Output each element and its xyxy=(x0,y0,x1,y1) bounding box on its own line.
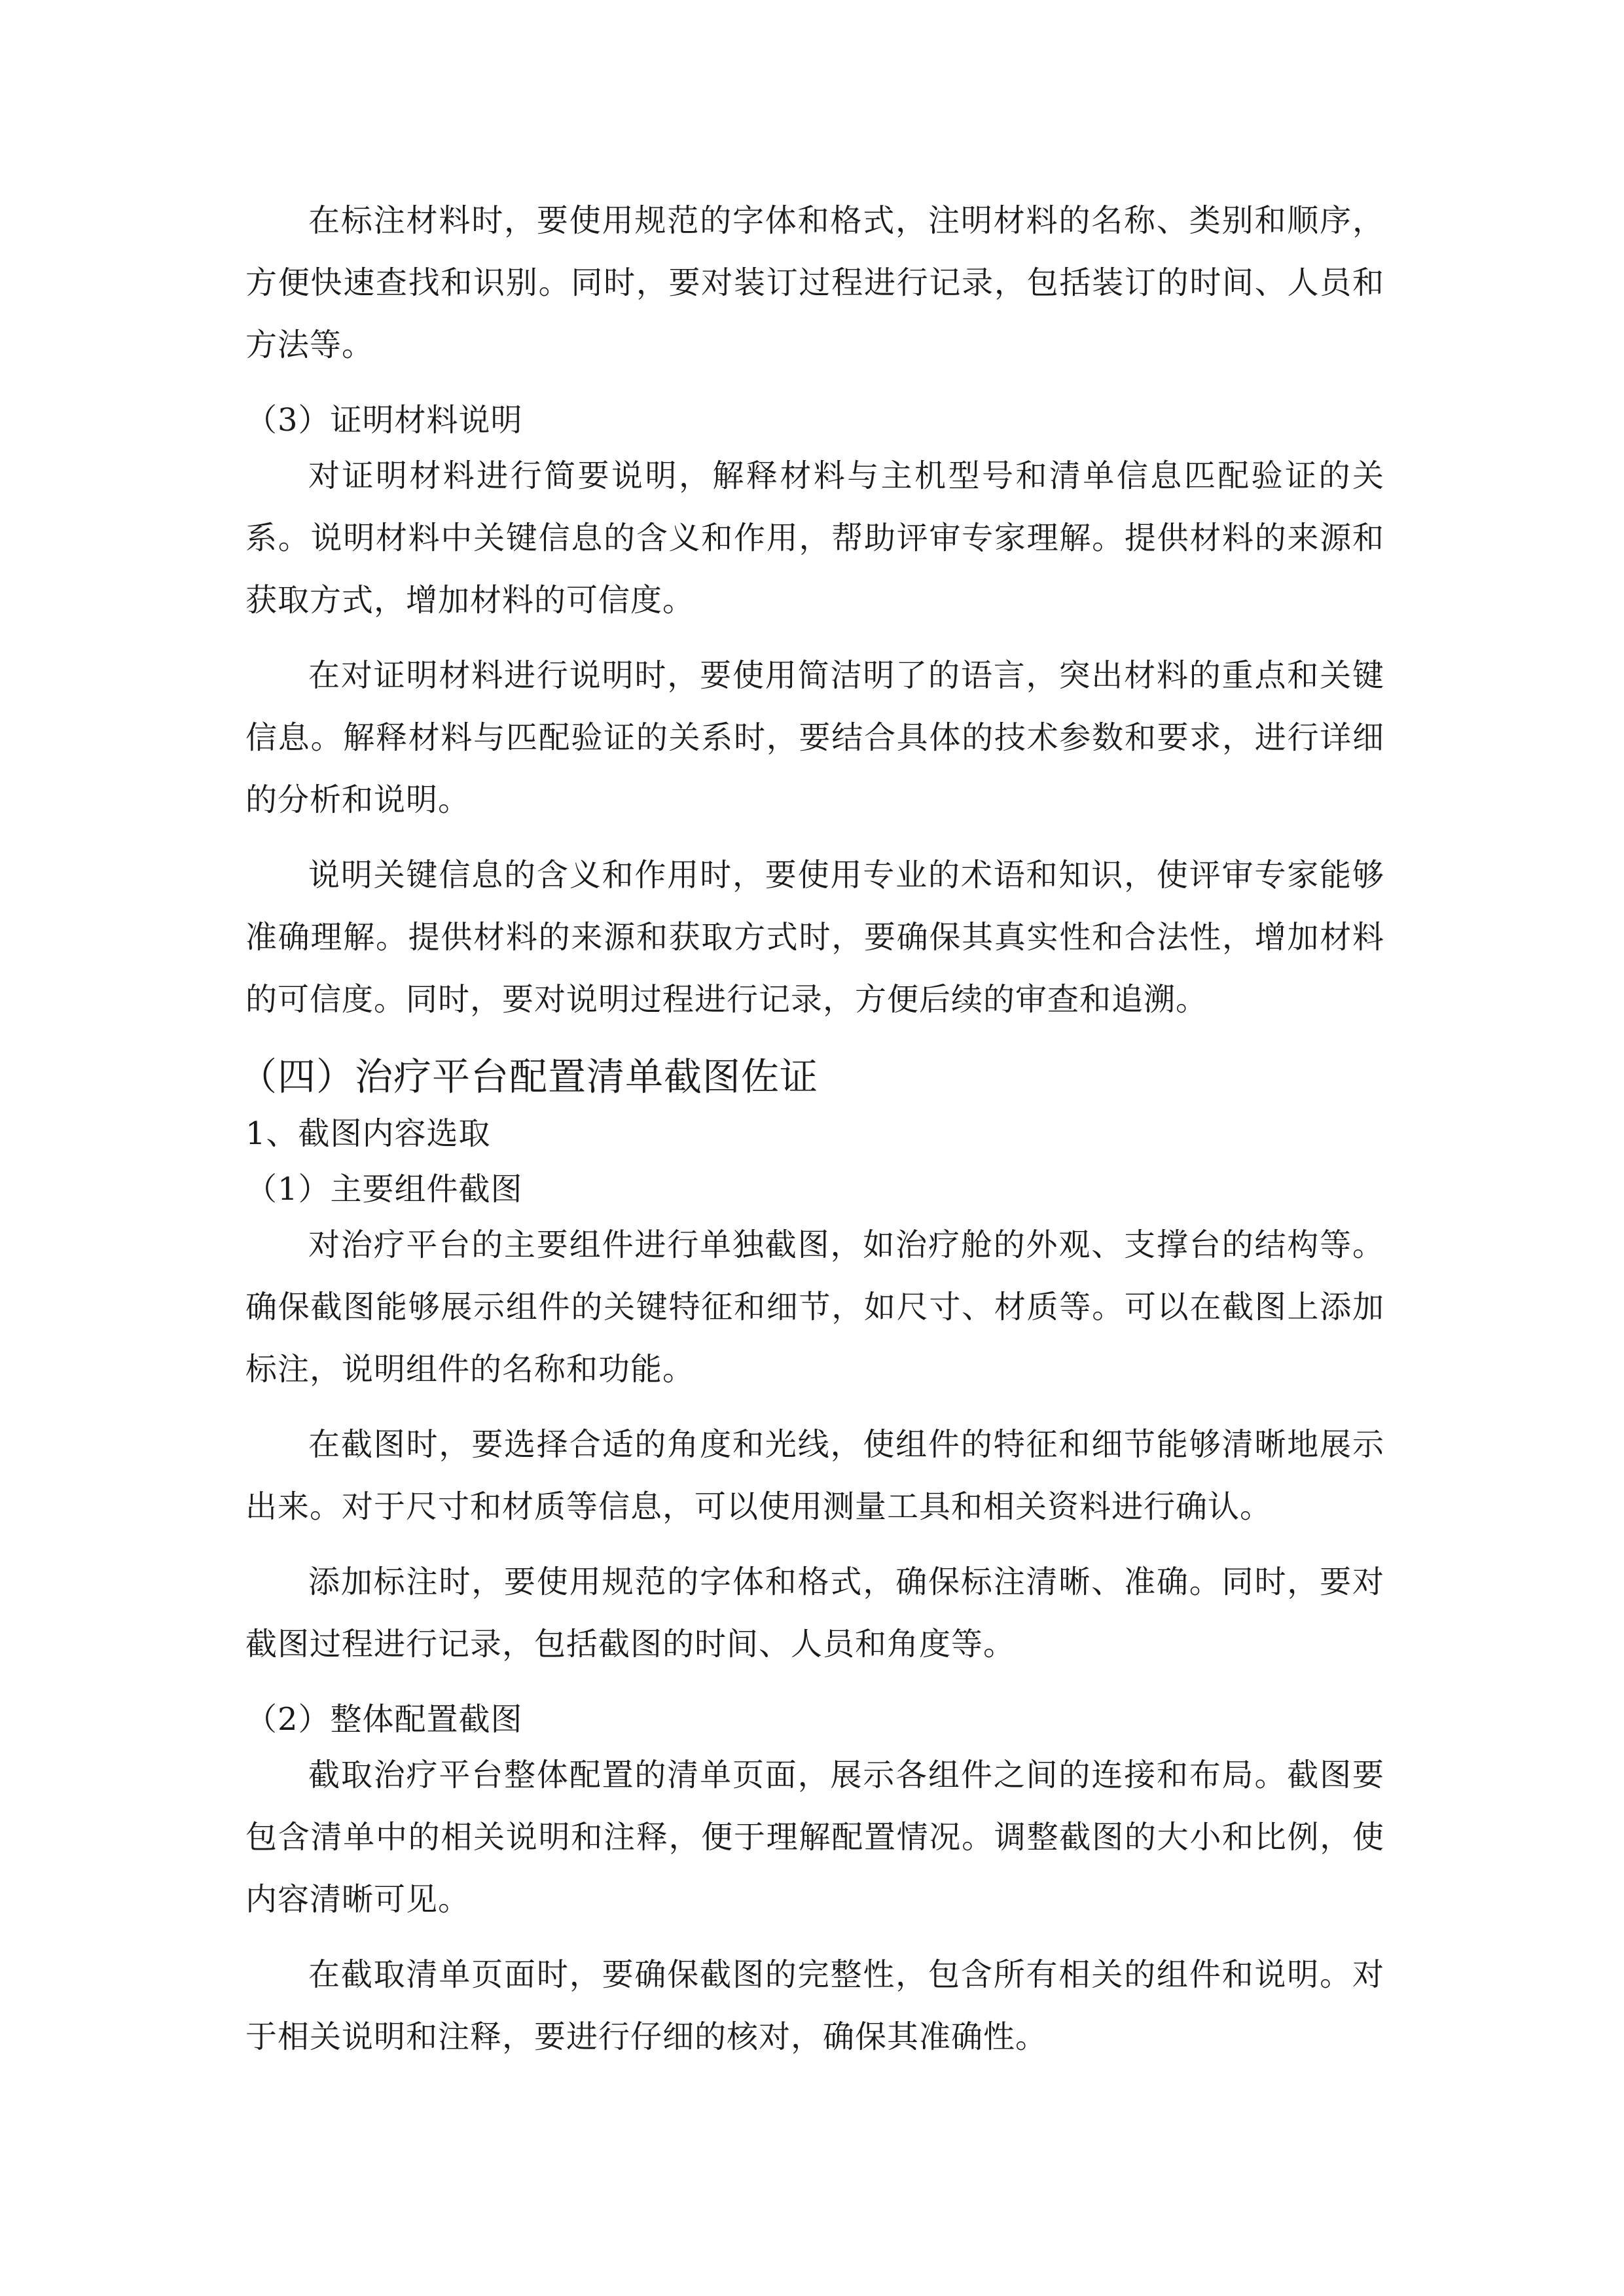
paragraph-add-annotation: 添加标注时，要使用规范的字体和格式，确保标注清晰、准确。同时，要对截图过程进行记录，包括截图的时间、人员和角度等。 xyxy=(245,1564,1384,1662)
paragraph-overall-config-intro: 截取治疗平台整体配置的清单页面，展示各组件之间的连接和布局。截图要包含清单中的相关说明和注释，便于理解配置情况。调整截图的大小和比例，使内容清晰可见。 xyxy=(245,1757,1384,1918)
section-title-screenshot-evidence: （四）治疗平台配置清单截图佐证 xyxy=(239,1054,819,1099)
paragraph-proof-explanation-intro: 对证明材料进行简要说明，解释材料与主机型号和清单信息匹配验证的关系。说明材料中关键信息的含义和作用，帮助评审专家理解。提供材料的来源和获取方式，增加材料的可信度。 xyxy=(245,457,1384,619)
paragraph-annotation-format: 在标注材料时，要使用规范的字体和格式，注明材料的名称、类别和顺序，方便快速查找和识别。同时，要对装订过程进行记录，包括装订的时间、人员和方法等。 xyxy=(245,202,1384,363)
paragraph-screenshot-completeness: 在截取清单页面时，要确保截图的完整性，包含所有相关的组件和说明。对于相关说明和注释，要进行仔细的核对，确保其准确性。 xyxy=(245,1956,1384,2055)
paragraph-key-info-meaning: 说明关键信息的含义和作用时，要使用专业的术语和知识，使评审专家能够准确理解。提供材料的来源和获取方式时，要确保其真实性和合法性，增加材料的可信度。同时，要对说明过程进行记录，方便后续的审查和追溯。 xyxy=(245,857,1384,1018)
document-body xyxy=(239,190,1384,2081)
paragraph-main-component-intro: 对治疗平台的主要组件进行单独截图，如治疗舱的外观、支撑台的结构等。确保截图能够展示组件的关键特征和细节，如尺寸、材质等。可以在截图上添加标注，说明组件的名称和功能。 xyxy=(245,1227,1384,1388)
subheading-main-component-screenshot: （1）主要组件截图 xyxy=(245,1171,523,1208)
paragraph-screenshot-angle: 在截图时，要选择合适的角度和光线，使组件的特征和细节能够清晰地展示出来。对于尺寸和材质等信息，可以使用测量工具和相关资料进行确认。 xyxy=(245,1426,1384,1525)
subheading-proof-material-explanation: （3）证明材料说明 xyxy=(245,402,523,439)
subheading-overall-config-screenshot: （2）整体配置截图 xyxy=(245,1701,523,1738)
subheading-screenshot-content: 1、截图内容选取 xyxy=(245,1115,491,1152)
paragraph-proof-explanation-language: 在对证明材料进行说明时，要使用简洁明了的语言，突出材料的重点和关键信息。解释材料与匹配验证的关系时，要结合具体的技术参数和要求，进行详细的分析和说明。 xyxy=(245,657,1384,818)
